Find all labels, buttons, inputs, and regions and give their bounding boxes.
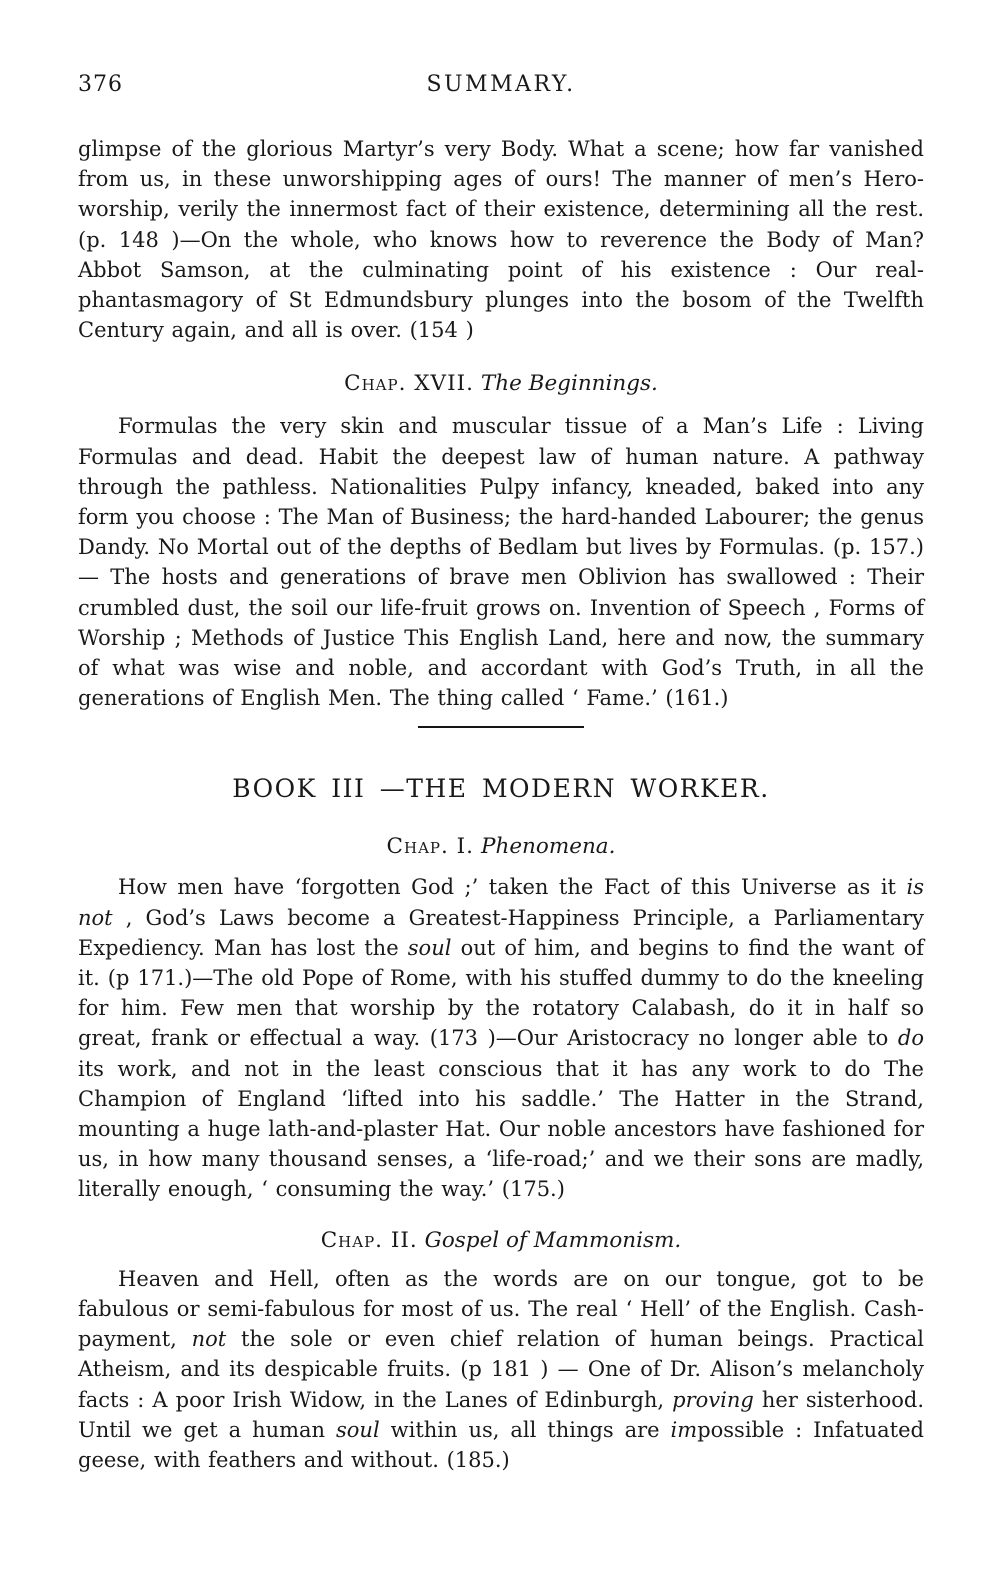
page-header [78, 70, 924, 100]
chapter-1-heading [78, 832, 924, 862]
chapter-1-title: Phenomena. [481, 834, 616, 860]
chapter-17-heading [78, 369, 924, 399]
chapter-17-label: Chap. XVII. [344, 371, 474, 397]
page-number: 376 [78, 72, 123, 97]
chapter-17-summary-paragraph: Formulas the very skin and muscular tissue of a Man’s Life : Living Formulas and dead. Habit the deepest law of human nature. A pathway through the pathless. Nationalities Pulpy infancy, kneaded, baked into any form you choose : The Man of Business; the hard-handed Labourer; the genus Dandy. No Mortal out of the depths of Bedlam but lives by Formulas. (p. 157.) — The hosts and generations of brave men Oblivion has swallowed : Their crumbled dust, the soil our life-fruit grows on. Invention of Speech , Forms of Worship ; Methods of Justice This English Land, here and now, the summary of what was wise and noble, and accordant with God’s Truth, in all the generations of English Men. The thing called ‘ Fame.’ (161.) [78, 414, 924, 711]
book-3-title: BOOK III —THE MODERN WORKER. [232, 774, 770, 804]
chapter-2-heading [78, 1226, 924, 1256]
running-head: SUMMARY. [426, 72, 576, 97]
chapter-2-summary-paragraph: Heaven and Hell, often as the words are on our tongue, got to be fabulous or semi-fabulous for most of us. The real ‘ Hell’ of the English. Cash-payment, not the sole or even chief relation of human beings. Practical Atheism, and its despicable fruits. (p 181 ) — One of Dr. Alison’s melancholy facts : A poor Irish Widow, in the Lanes of Edinburgh, proving her sisterhood. Until we get a human soul within us, all things are impossible : Infatuated geese, with feathers and without. (185.) [78, 1266, 925, 1472]
chapter-1-label: Chap. I. [386, 834, 474, 860]
chapter-1-summary-paragraph: How men have ‘forgotten God ;’ taken the Fact of this Universe as it is not , God’s Laws become a Greatest-Happiness Principle, a Parliamentary Expediency. Man has lost the soul out of him, and begins to find the want of it. (p 171.)—The old Pope of Rome, with his stuffed dummy to do the kneeling for him. Few men that worship by the rotatory Calabash, do it in half so great, frank or effectual a way. (173 )—Our Aristocracy no longer able to do its work, and not in the least conscious that it has any work to do The Champion of England ‘lifted into his saddle.’ The Hatter in the Strand, mounting a huge lath-and-plaster Hat. Our noble ancestors have fashioned for us, in how many thousand senses, a ‘life-road;’ and we their sons are madly, literally enough, ‘ consuming the way.’ (175.) [78, 875, 924, 1202]
chapter-2-label: Chap. II. [320, 1227, 418, 1253]
chapter-2-title: Gospel of Mammonism. [424, 1227, 682, 1253]
chapter-17-title: The Beginnings. [480, 371, 658, 397]
intro-summary-paragraph: glimpse of the glorious Martyr’s very Body. What a scene; how far vanished from us, in these unworshipping ages of ours! The manner of men’s Hero-worship, verily the innermost fact of their existence, determining all the rest. (p. 148 )—On the whole, who knows how to reverence the Body of Man? Abbot Samson, at the culminating point of his existence : Our real-phantasmagory of St Edmundsbury plunges into the bosom of the Twelfth Century again, and all is over. (154 ) [78, 137, 924, 343]
section-divider-rule [418, 726, 584, 728]
